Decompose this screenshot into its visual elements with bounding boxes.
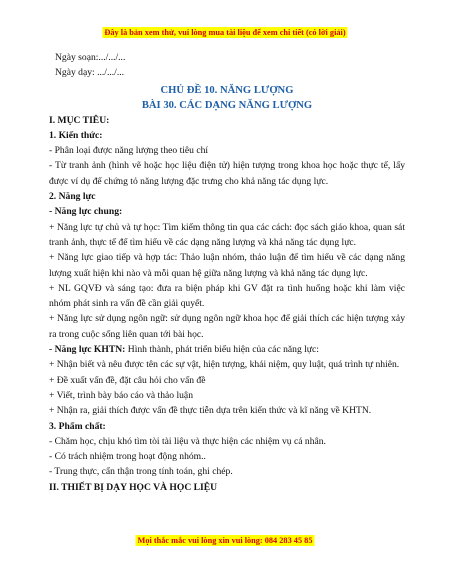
knowledge-heading: 1. Kiến thức: [49,129,103,141]
khtn-label: - Năng lực KHTN: [49,344,126,356]
quality-item: - Trung thực, cẩn thận trong tính toán, ghi chép. [49,466,233,478]
general-competence-item: + Năng lực sử dụng ngôn ngữ: sử dụng ngôn ngữ khoa học để giải thích các hiện tượng xảy ra trong cuộc sống liên quan tới bài học. [49,313,405,340]
quality-item: - Có trách nhiệm trong hoạt động nhóm.. [49,451,206,463]
general-competence-heading: - Năng lực chung: [49,206,123,218]
lesson-title: BÀI 30. CÁC DẠNG NĂNG LƯỢNG [141,99,313,111]
khtn-text: Hình thành, phát triển biểu hiện của các năng lực: [125,344,319,356]
knowledge-item: - Phân loại được năng lượng theo tiêu chí [49,145,209,157]
quality-heading: 3. Phẩm chất: [49,420,106,432]
khtn-item: + Viết, trình bày báo cáo và thảo luận [49,389,193,401]
general-competence-item: + NL GQVĐ và sáng tạo: đưa ra biện pháp khi GV đặt ra tình huống hoặc khi làm việc nhóm phát sinh ra vấn đề cần giải quyết. [49,282,405,310]
knowledge-item: - Từ tranh ảnh (hình vẽ hoặc học liệu điện tử) hiện tượng trong khoa học hoặc thực tế, lấy được ví dụ để chứng tỏ năng lượng đặc trưng cho khả năng tác dụng lực. [49,160,405,187]
khtn-competence-line [49,342,405,357]
prep-date: Ngày soạn:.../.../... [55,52,126,63]
preview-banner: Đây là bản xem thử, vui lòng mua tài liệu để xem chi tiết (có lời giải) [104,28,346,37]
khtn-item: + Nhận ra, giải thích được vấn đề thực tiễn dựa trên kiến thức và kĩ năng về KHTN. [49,405,372,417]
general-competence-item: + Năng lực tự chủ và tự học: Tìm kiếm thông tin qua các cách: đọc sách giáo khoa, quan sát tranh ảnh, thực tế để tìm hiểu về các dạng năng lượng và khả năng tác dụng lực. [49,221,405,248]
contact-banner: Mọi thắc mắc vui lòng xin vui lòng: 084 283 45 85 [137,536,313,545]
section-equipment-heading: II. THIẾT BỊ DẠY HỌC VÀ HỌC LIỆU [49,481,218,493]
teach-date: Ngày dạy: .../.../... [55,67,125,79]
khtn-item: + Nhận biết và nêu được tên các sự vật, hiện tượng, khái niệm, quy luật, quá trình tự nhiên. [49,359,400,371]
khtn-item: + Đề xuất vấn đề, đặt câu hỏi cho vấn đề [49,374,206,386]
general-competence-item: + Năng lực giao tiếp và hợp tác: Thảo luận nhóm, thảo luận để tìm hiểu về các dạng năng lượng xuất hiện khi nào và mỗi quan hệ giữa năng lượng và khả năng tác dụng lực. [49,252,405,279]
quality-item: - Chăm học, chịu khó tìm tòi tài liệu và thực hiện các nhiệm vụ cá nhân. [49,435,326,447]
competence-heading: 2. Năng lực [49,191,96,203]
document-body [49,50,405,495]
topic-title: CHỦ ĐỀ 10. NĂNG LƯỢNG [160,84,294,96]
section-objectives-heading: I. MỤC TIÊU: [49,114,110,126]
